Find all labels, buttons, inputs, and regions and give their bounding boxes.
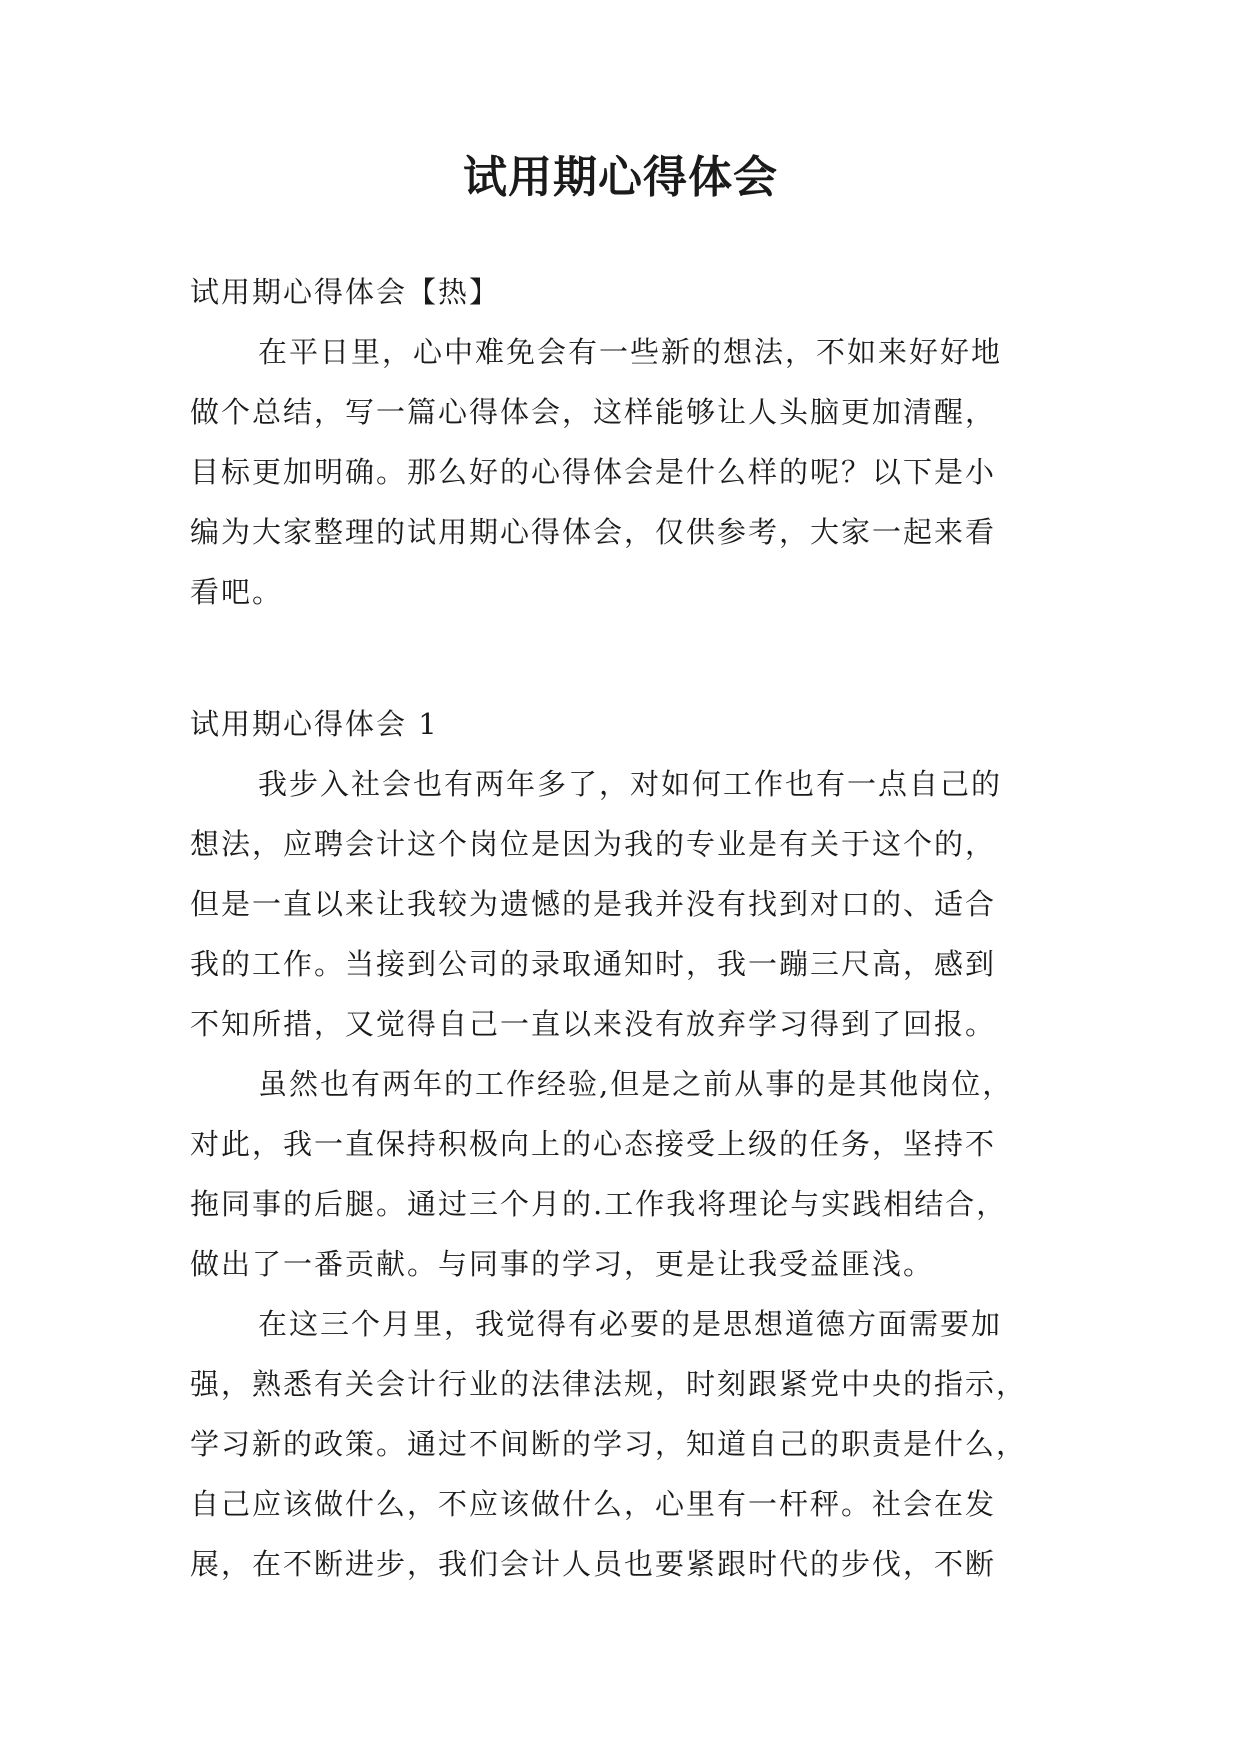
paragraph-line: 我的工作。当接到公司的录取通知时，我一蹦三尺高，感到: [190, 947, 997, 981]
paragraph-line: 展，在不断进步，我们会计人员也要紧跟时代的步伐，不断: [190, 1547, 997, 1581]
section-heading: 试用期心得体会【热】: [190, 275, 501, 309]
paragraph-line: 自己应该做什么，不应该做什么，心里有一杆秤。社会在发: [190, 1487, 997, 1521]
paragraph: [190, 322, 1060, 622]
paragraph-line: 拖同事的后腿。通过三个月的.工作我将理论与实践相结合，: [190, 1187, 1008, 1221]
paragraph: [190, 1294, 1060, 1594]
paragraph-line: 但是一直以来让我较为遗憾的是我并没有找到对口的、适合: [190, 887, 997, 921]
paragraph-line: 目标更加明确。那么好的心得体会是什么样的呢？以下是小: [190, 455, 997, 489]
paragraph-line: 在平日里，心中难免会有一些新的想法，不如来好好地: [258, 335, 1003, 369]
paragraph-line: 做个总结，写一篇心得体会，这样能够让人头脑更加清醒，: [190, 395, 997, 429]
paragraph-line: 编为大家整理的试用期心得体会，仅供参考，大家一起来看: [190, 515, 997, 549]
paragraph: [190, 1054, 1060, 1294]
paragraph-line: 我步入社会也有两年多了，对如何工作也有一点自己的: [258, 767, 1003, 801]
document-title: 试用期心得体会: [463, 152, 778, 203]
paragraph-line: 做出了一番贡献。与同事的学习，更是让我受益匪浅。: [190, 1247, 935, 1281]
paragraph-line: 学习新的政策。通过不间断的学习，知道自己的职责是什么，: [190, 1427, 1028, 1461]
paragraph-line: 在这三个月里，我觉得有必要的是思想道德方面需要加: [258, 1307, 1003, 1341]
paragraph: [190, 754, 1060, 1054]
paragraph-line: 想法，应聘会计这个岗位是因为我的专业是有关于这个的，: [190, 827, 997, 861]
paragraph-line: 不知所措，又觉得自己一直以来没有放弃学习得到了回报。: [190, 1007, 997, 1041]
paragraph-line: 对此，我一直保持积极向上的心态接受上级的任务，坚持不: [190, 1127, 997, 1161]
paragraph-line: 虽然也有两年的工作经验,但是之前从事的是其他岗位，: [258, 1067, 1014, 1101]
section-heading: 试用期心得体会 1: [190, 707, 439, 741]
paragraph-line: 强，熟悉有关会计行业的法律法规，时刻跟紧党中央的指示，: [190, 1367, 1028, 1401]
paragraph-line: 看吧。: [190, 575, 284, 609]
section-spacer: [190, 622, 1060, 694]
document-body: [190, 262, 1060, 1594]
